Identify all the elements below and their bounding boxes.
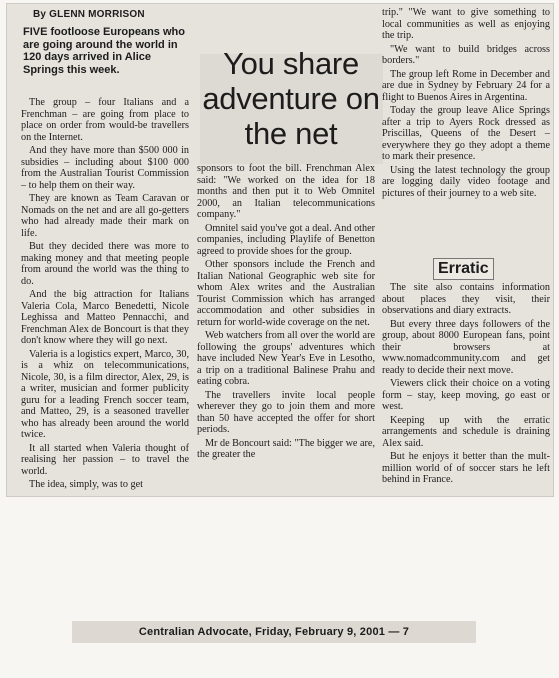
paragraph: Omnitel said you've got a deal. And other companies, including Playlife of Benetton agreed to provide shoes for the group. — [197, 222, 375, 257]
article-column-3 — [382, 7, 550, 201]
paragraph: sponsors to foot the bill. Frenchman Alex said: "We worked on the idea for 18 months and then put it to Web Omnitel 2000, an Italian telecommunications company." — [197, 163, 375, 220]
article-column-2 — [197, 163, 375, 463]
lead-paragraph: FIVE footloose Europeans who are going around the world in 120 days arrived in Alice Springs this week. — [23, 26, 185, 76]
paragraph: Mr de Boncourt said: "The bigger we are, the greater the — [197, 437, 375, 460]
headline: You share adventure on the net — [202, 46, 380, 151]
paragraph: It all started when Valeria thought of realising her passion – to travel the world. — [21, 442, 189, 477]
paragraph: Valeria is a logistics expert, Marco, 30, is a whiz on telecommunications, Nicole, 30, is a film director, Alex, 29, is a writer, musician and former publicity guru for a leading French soccer team, and Matteo, 29, is a seasoned traveller who has already been around the world twice. — [21, 348, 189, 440]
byline: By GLENN MORRISON — [33, 9, 145, 20]
publication-footer: Centralian Advocate, Friday, February 9, 2001 — 7 — [72, 621, 476, 643]
paragraph: Keeping up with the erratic arrangements and schedule is draining Alex said. — [382, 414, 550, 449]
paragraph: The travellers invite local people wherever they go to join them and more than 50 have accepted the offer for short periods. — [197, 389, 375, 435]
subheading: Erratic — [433, 258, 494, 280]
paragraph: But every three days followers of the group, about 8000 European fans, point their browsers at www.nomadcommunity.com and get ready to decide their next move. — [382, 318, 550, 376]
paragraph: The group – four Italians and a Frenchman – are going from place to place on order from would-be travellers on the Internet. — [21, 97, 189, 143]
paragraph: They are known as Team Caravan or Nomads on the net and are all go-getters who had already made their mark on life. — [21, 193, 189, 239]
paragraph: The idea, simply, was to get — [29, 479, 143, 490]
paragraph: Web watchers from all over the world are following the groups' adventures which have included New Year's Eve in Lesotho, a trip on a traditional Balinese Prahu and eating cobra. — [197, 330, 375, 387]
paragraph: Viewers click their choice on a voting form – stay, keep moving, go east or west. — [382, 378, 550, 412]
paragraph: The site also contains information about places they visit, their observations and diary extracts. — [382, 282, 550, 316]
paragraph: But he enjoys it better than the mult-million world of of soccer stars he left behind in France. — [382, 451, 550, 485]
paragraph: Using the latest technology the group are logging daily video footage and pictures of their journey to a web site. — [382, 164, 550, 199]
paragraph: The group left Rome in December and are due in Sydney by February 24 for a flight to Buenos Aires in Argentina. — [382, 68, 550, 103]
paragraph: "We want to build bridges across borders." — [382, 43, 550, 66]
article-column-3-continued — [382, 282, 550, 488]
paragraph: trip." "We want to give something to local communities as well as enjoying the trip. — [382, 7, 550, 41]
paragraph: And the big attraction for Italians Valeria Cola, Marco Benedetti, Nicole Leghissa and Matteo Pennacchi, and Frenchman Alex de Boncourt is that they don't know where they will go next. — [21, 289, 189, 346]
paragraph: And they have more than $500 000 in subsidies – including about $100 000 from the Australian Tourist Commission – to help them on their way. — [21, 145, 189, 191]
paragraph: Other sponsors include the French and Italian National Geographic web site for whom Alex writes and the Australian Tourist Commission which has arranged accommodation and other subsidies in return for world-wide coverage on the net. — [197, 259, 375, 328]
paragraph: Today the group leave Alice Springs after a trip to Ayers Rock dressed as Priscillas, Queens of the Desert – everywhere they go they adopt a theme to mark their presence. — [382, 105, 550, 162]
article-column-1 — [21, 97, 189, 493]
paragraph: But they decided there was more to making money and that meeting people from around the world was the thing to do. — [21, 241, 189, 287]
